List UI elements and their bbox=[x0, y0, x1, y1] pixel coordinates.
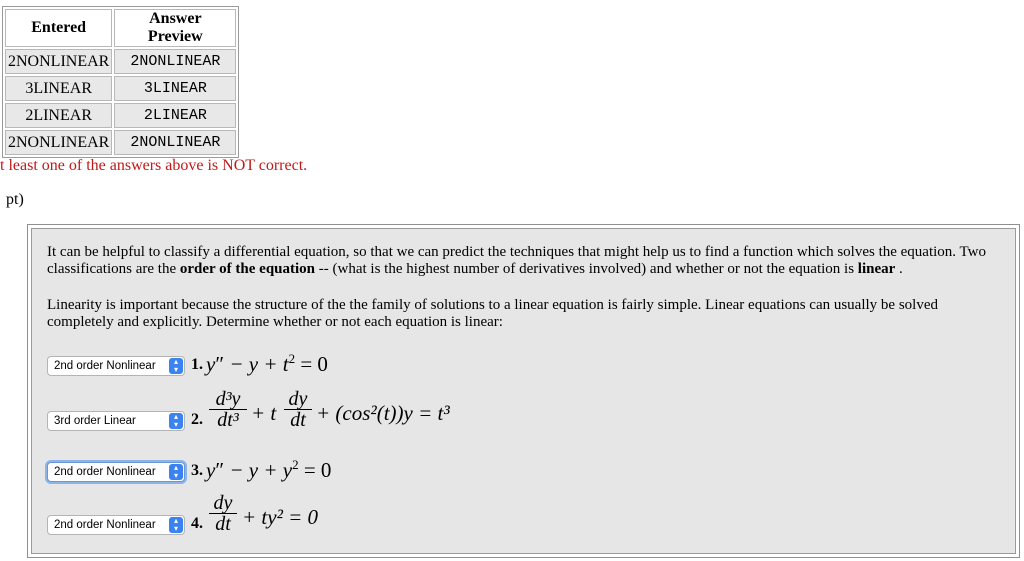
fraction-dy-dt bbox=[284, 389, 312, 430]
order-select-3[interactable] bbox=[47, 462, 185, 482]
select-arrows-icon: ▴ ▾ bbox=[169, 464, 183, 480]
fraction-d3y-dt3 bbox=[209, 389, 247, 430]
eq-var: y bbox=[206, 458, 216, 482]
question-number: 2. bbox=[191, 411, 203, 428]
header-entered: Entered bbox=[5, 9, 112, 47]
select-arrows-icon: ▴ ▾ bbox=[169, 358, 183, 374]
equation-3 bbox=[206, 457, 331, 483]
eq-prime: ″ bbox=[215, 352, 225, 376]
table-header-row bbox=[5, 9, 236, 47]
select-arrows-icon: ▴ ▾ bbox=[169, 413, 183, 429]
fraction-numerator: dy bbox=[213, 492, 233, 514]
intro-text-b: -- (what is the highest number of derivatives involved) and whether or not the equation is bbox=[315, 261, 858, 277]
question-number: 1. bbox=[191, 356, 203, 373]
select-value: 2nd order Nonlinear bbox=[54, 466, 156, 478]
entered-cell: 2NONLINEAR bbox=[5, 49, 112, 74]
select-arrows-icon: ▴ ▾ bbox=[169, 517, 183, 533]
entered-cell: 2LINEAR bbox=[5, 103, 112, 128]
eq-tail: = 0 bbox=[298, 458, 332, 482]
fraction-numerator: d³y bbox=[215, 388, 241, 410]
preview-cell: 2LINEAR bbox=[114, 103, 236, 128]
problem-box-inner bbox=[31, 228, 1016, 554]
preview-cell: 3LINEAR bbox=[114, 76, 236, 101]
table-row bbox=[5, 76, 236, 101]
eq-tail: = 0 bbox=[295, 352, 328, 376]
eq-text: − y + y bbox=[224, 458, 293, 482]
intro-bold-order: order of the equation bbox=[179, 261, 316, 277]
fraction-denominator: dt³ bbox=[209, 409, 247, 430]
select-value: 3rd order Linear bbox=[54, 415, 136, 427]
linearity-paragraph: Linearity is important because the structure of the the family of solutions to a linear equation is fairly simple. Linear equations can usually be solved completely and explicitly. Determine whether or not each equation is linear: bbox=[47, 297, 938, 330]
select-value: 2nd order Nonlinear bbox=[54, 360, 156, 372]
preview-cell: 2NONLINEAR bbox=[114, 49, 236, 74]
question-number: 3. bbox=[191, 462, 203, 479]
eq-text: − y + t bbox=[224, 352, 289, 376]
table-row bbox=[5, 49, 236, 74]
entered-cell: 2NONLINEAR bbox=[5, 130, 112, 155]
eq-exponent: 2 bbox=[288, 351, 296, 366]
table-row bbox=[5, 103, 236, 128]
eq-var: y bbox=[206, 352, 216, 376]
intro-text-a: It can be helpful to classify a differential equation, so that we can predict the techniques that might help us to find a function which solves the equation. Two classifications are the bbox=[47, 244, 986, 277]
order-select-4[interactable] bbox=[47, 515, 185, 535]
header-answer-preview: Answer Preview bbox=[114, 9, 236, 47]
problem-box bbox=[27, 224, 1020, 558]
select-value: 2nd order Nonlinear bbox=[54, 519, 156, 531]
feedback-message: t least one of the answers above is NOT correct. bbox=[0, 157, 308, 174]
intro-paragraph bbox=[47, 244, 1002, 278]
fraction-denominator: dt bbox=[284, 409, 312, 430]
eq-plus-t: + t bbox=[251, 401, 277, 425]
eq-exponent: 2 bbox=[292, 457, 299, 472]
fraction-denominator: dt bbox=[209, 513, 237, 534]
fraction-numerator: dy bbox=[288, 388, 308, 410]
eq-remainder: + (cos²(t))y = t³ bbox=[316, 401, 450, 425]
results-table bbox=[2, 6, 239, 158]
fraction-dy-dt bbox=[209, 493, 237, 534]
preview-cell: 2NONLINEAR bbox=[114, 130, 236, 155]
table-row bbox=[5, 130, 236, 155]
eq-remainder: + ty² = 0 bbox=[242, 505, 319, 529]
points-label: pt) bbox=[6, 191, 24, 208]
entered-cell: 3LINEAR bbox=[5, 76, 112, 101]
equation-1 bbox=[206, 351, 328, 377]
question-number: 4. bbox=[191, 515, 203, 532]
intro-text-c: . bbox=[895, 261, 903, 277]
eq-prime: ″ bbox=[215, 458, 225, 482]
order-select-2[interactable] bbox=[47, 411, 185, 431]
intro-bold-linear: linear bbox=[857, 261, 896, 277]
order-select-1[interactable] bbox=[47, 356, 185, 376]
